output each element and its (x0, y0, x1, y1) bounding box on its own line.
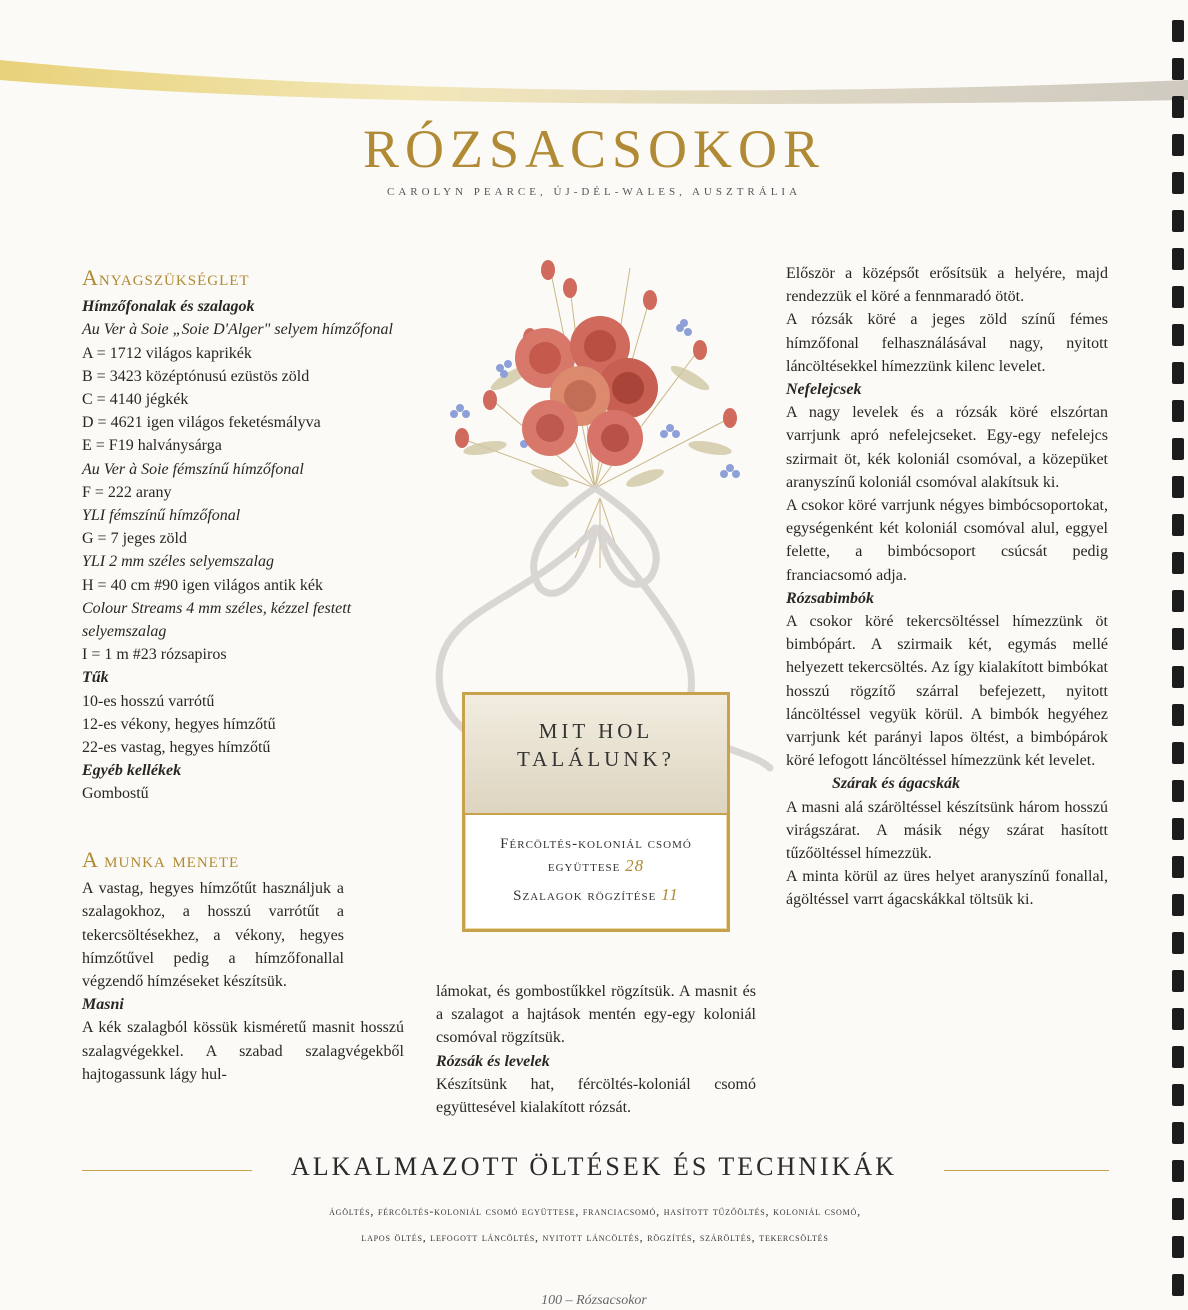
materials-line: Gombostű (82, 785, 149, 803)
spiral-ring (1172, 210, 1184, 232)
right-p7: A minta körül az üres helyet aranyszínű fonallal, ágöltéssel varrt ágacskákkal töltsük ki. (786, 868, 1108, 909)
author-line: CAROLYN PEARCE, ÚJ-DÉL-WALES, AUSZTRÁLIA (386, 186, 802, 198)
techniques-list (130, 1198, 1060, 1250)
spiral-ring (1172, 590, 1184, 612)
materials-line: A = 1712 világos kaprikék (82, 344, 252, 362)
materials-line: 12-es vékony, hegyes hímzőtű (82, 715, 276, 733)
reference-item-1 (475, 833, 717, 878)
spiral-ring (1172, 932, 1184, 954)
page-title: RÓZSACSOKOR (362, 119, 826, 179)
spiral-ring (1172, 400, 1184, 422)
spiral-ring (1172, 818, 1184, 840)
page-footer: 100 – Rózsacsokor (541, 1293, 647, 1308)
materials-line: E = F19 halványsárga (82, 437, 222, 455)
reference-box-title-line2: TALÁLUNK? (517, 747, 675, 771)
spiral-ring (1172, 514, 1184, 536)
spiral-ring (1172, 666, 1184, 688)
roses-heading: Rózsák és levelek (436, 1052, 550, 1070)
reference-box-title-line1: MIT HOL (538, 719, 654, 743)
reference-box (462, 692, 730, 932)
spiral-ring (1172, 1236, 1184, 1258)
spiral-ring (1172, 58, 1184, 80)
materials-line: Egyéb kellékek (82, 762, 182, 780)
right-column (786, 262, 1108, 912)
spiral-ring (1172, 1122, 1184, 1144)
materials-line: B = 3423 középtónusú ezüstös zöld (82, 367, 310, 385)
reference-box-header (465, 695, 727, 815)
reference-item-1-page: 28 (625, 856, 645, 875)
bimbok-heading: Rózsabimbók (786, 589, 875, 607)
masni-text: A kék szalagból kössük kisméretű masnit hosszú szalagvégekkel. A szabad szalagvégekből hajtogassunk lágy hul- (82, 1019, 404, 1083)
procedure-column (82, 848, 404, 1086)
procedure-heading: A munka menete (82, 847, 240, 872)
spiral-ring (1172, 628, 1184, 650)
techniques-line-1: ágöltés, fércöltés-koloniál csomó együttese, franciacsomó, hasított tűzőöltés, koloniál csomó, (329, 1204, 861, 1218)
spiral-ring (1172, 20, 1184, 42)
materials-line: Hímzőfonalak és szalagok (82, 298, 255, 316)
spiral-ring (1172, 1198, 1184, 1220)
left-column (82, 266, 404, 806)
spiral-ring (1172, 286, 1184, 308)
materials-line: H = 40 cm #90 igen világos antik kék (82, 576, 323, 594)
spiral-ring (1172, 248, 1184, 270)
masni-heading: Masni (82, 996, 124, 1014)
materials-heading: Anyagszükséglet (82, 265, 250, 290)
right-p6: A masni alá száröltéssel készítsünk három hosszú virágszárat. A másik négy szárat hasított tűzőöltéssel hímezzük. (786, 798, 1108, 863)
spiral-ring (1172, 742, 1184, 764)
materials-list (82, 295, 404, 805)
materials-line: D = 4621 igen világos feketésmályva (82, 414, 321, 432)
middle-column (436, 980, 756, 1119)
materials-line: Au Ver à Soie „Soie D'Alger" selyem hímzőfonal (82, 321, 393, 339)
materials-line: Colour Streams 4 mm széles, kézzel festett selyemszalag (82, 599, 352, 641)
reference-item-2-page: 11 (661, 885, 679, 904)
spiral-ring (1172, 438, 1184, 460)
spiral-ring (1172, 970, 1184, 992)
spiral-ring (1172, 324, 1184, 346)
techniques-line-2: lapos öltés, lefogott láncöltés, nyitott láncöltés, rögzítés, száröltés, tekercsöltés (361, 1230, 829, 1244)
right-p5: A csokor köré tekercsöltéssel hímezzünk öt bimbópárt. A szirmaik két, egymás mellé helyezett tekercsöltés. Az így kialakított bimbókat hosszú rögzítő szárral befejezett, nyitott láncöltéssel vegyük körül. A bimbók hegyéhez varrjunk két parányi lapos öltést, a bimbópárok köré lefogott láncöltéssel hímezzünk két levelet. (786, 613, 1108, 770)
materials-line: G = 7 jeges zöld (82, 530, 187, 548)
materials-line: C = 4140 jégkék (82, 391, 189, 409)
szarak-heading: Szárak és ágacskák (832, 775, 961, 793)
materials-line: I = 1 m #23 rózsapiros (82, 646, 227, 664)
materials-line: F = 222 arany (82, 483, 172, 501)
materials-line: Au Ver à Soie fémszínű hímzőfonal (82, 460, 304, 478)
spiral-ring (1172, 1084, 1184, 1106)
right-p2: A rózsák köré a jeges zöld színű fémes hímzőfonal felhasználásával nagy, nyitott láncöltésekkel hímezzünk kilenc levelet. (786, 311, 1108, 375)
materials-line: 10-es hosszú varrótű (82, 692, 215, 710)
roses-text: Készítsünk hat, fércöltés-koloniál csomó együttesével kialakított rózsát. (436, 1075, 756, 1117)
reference-item-1-label: Fércöltés-koloniál csomó együttese (500, 836, 692, 875)
spiral-ring (1172, 552, 1184, 574)
right-p1: Először a középsőt erősítsük a helyére, majd rendezzük el köré a fennmaradó ötöt. (786, 265, 1108, 306)
procedure-intro: A vastag, hegyes hímzőtűt használjuk a szalagokhoz, a hosszú varrótűt a tekercsöltésekhez, a vékony, hegyes hímzőtűvel pedig a hímzőfonallal végzendő hímzéseket készítsük. (82, 880, 344, 991)
spiral-ring (1172, 704, 1184, 726)
materials-line: Tűk (82, 669, 109, 687)
spiral-ring (1172, 780, 1184, 802)
materials-line: 22-es vastag, hegyes hímzőtű (82, 739, 271, 757)
reference-item-2 (475, 884, 717, 907)
spiral-ring (1172, 96, 1184, 118)
materials-line: YLI fémszínű hímzőfonal (82, 507, 241, 525)
gold-ribbon-decoration (0, 50, 1188, 110)
techniques-heading: ALKALMAZOTT ÖLTÉSEK ÉS TECHNIKÁK (290, 1152, 898, 1181)
right-p3: A nagy levelek és a rózsák köré elszórtan varrjunk apró nefelejcseket. Egy-egy nefelejcs szirmait öt, kék koloniál csomóval, a közepüket aranyszínű koloniál csomóval alakítsuk ki. (786, 404, 1108, 491)
middle-text-1: lámokat, és gombostűkkel rögzítsük. A masnit és a szalagot a hajtások mentén egy-egy koloniál csomóval rögzítsük. (436, 983, 756, 1047)
spiral-ring (1172, 1046, 1184, 1068)
spiral-ring (1172, 1008, 1184, 1030)
spiral-ring (1172, 476, 1184, 498)
nefelejcs-heading: Nefelejcsek (786, 381, 862, 399)
spiral-ring (1172, 362, 1184, 384)
spiral-ring (1172, 856, 1184, 878)
spiral-ring (1172, 894, 1184, 916)
right-p4: A csokor köré varrjunk négyes bimbócsoportokat, egységenként két koloniál csomóval alul, eggyel felette, a bimbócsoport csúcsát pedig franciacsomó adja. (786, 497, 1108, 584)
reference-item-2-label: Szalagok rögzítése (513, 888, 657, 904)
materials-line: YLI 2 mm széles selyemszalag (82, 553, 274, 571)
